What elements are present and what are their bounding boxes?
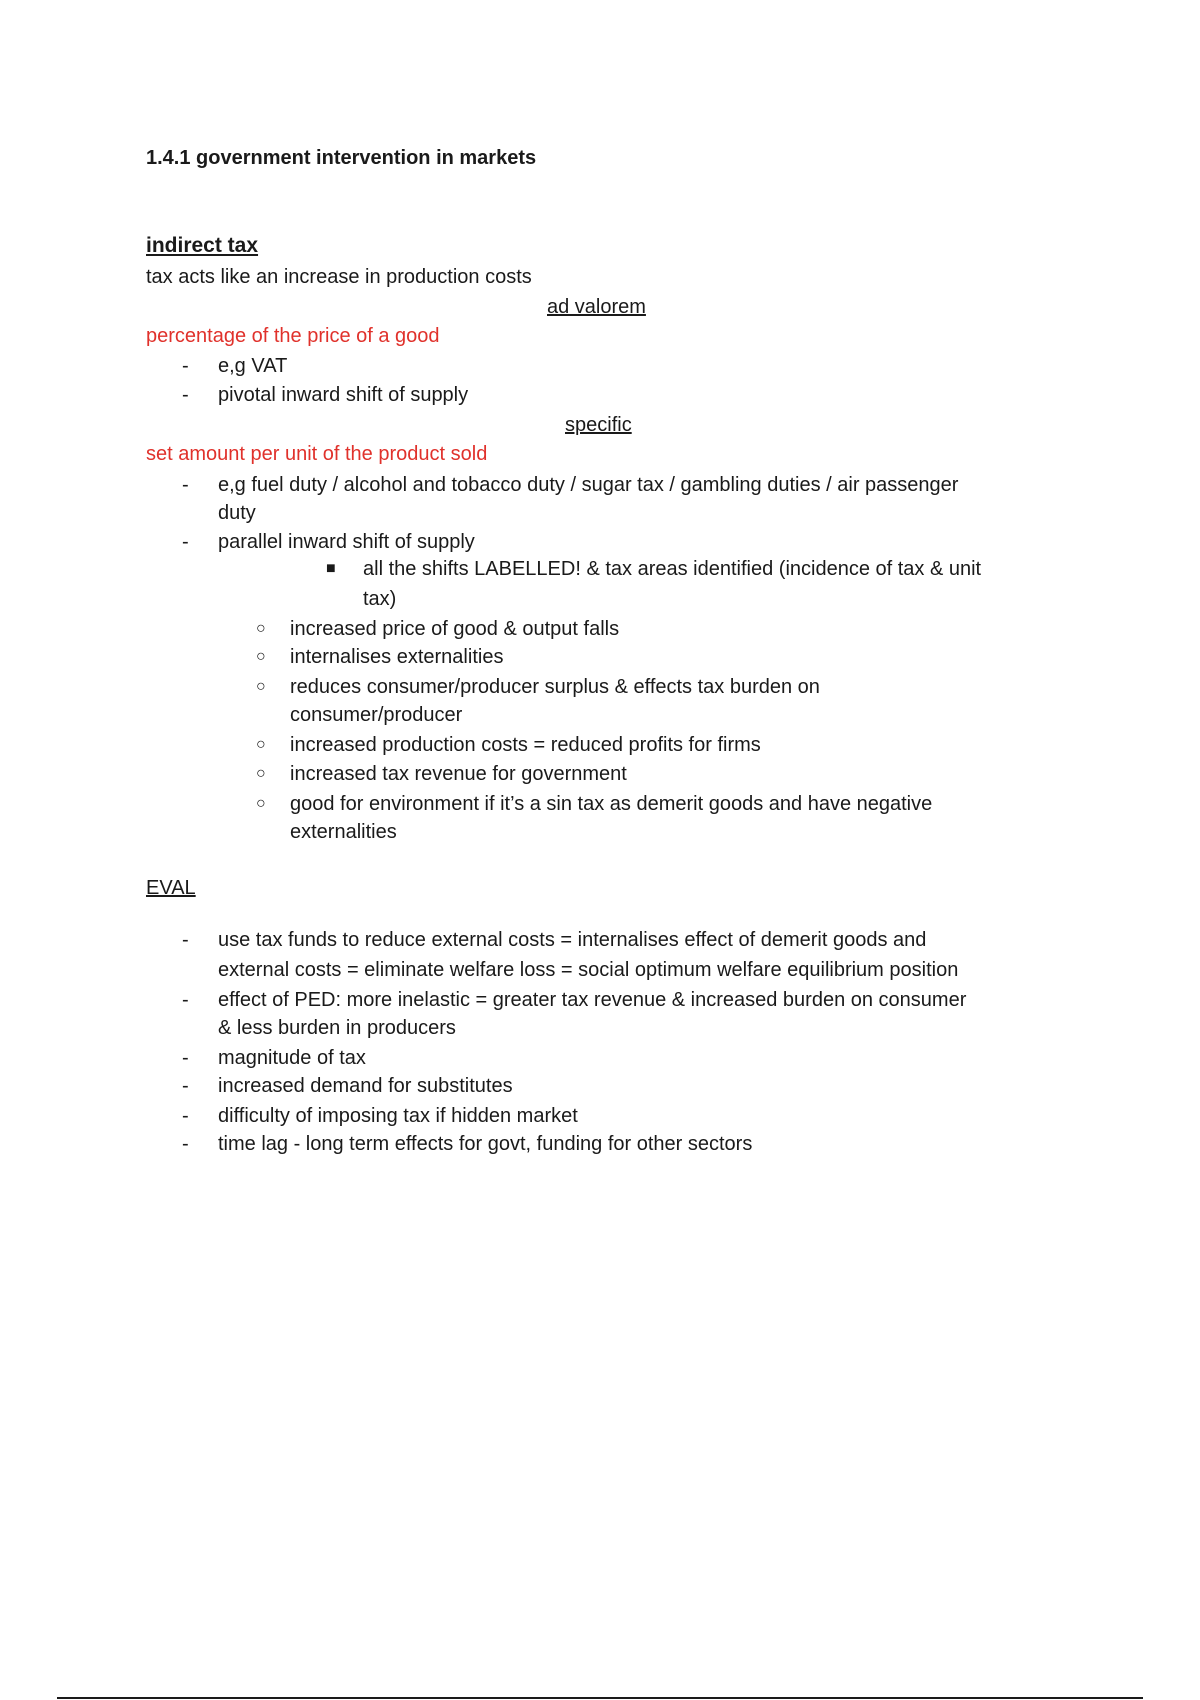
square-bullet-marker: ■ [326,560,336,577]
effect-surplus-line1: reduces consumer/producer surplus & effects tax burden on [290,676,820,698]
effect-externalities: internalises externalities [290,646,504,668]
eval-substitutes: increased demand for substitutes [218,1075,513,1097]
eval-tax-funds-line2: external costs = eliminate welfare loss = social optimum welfare equilibrium position [218,959,959,981]
effect-production-costs: increased production costs = reduced profits for firms [290,734,761,756]
specific-example-line2: duty [218,502,256,524]
indirect-tax-intro: tax acts like an increase in production costs [146,266,532,288]
shifts-note-line2: tax) [363,588,397,610]
eval-tax-funds-line1: use tax funds to reduce external costs = internalises effect of demerit goods and [218,929,927,951]
ad-valorem-example: e,g VAT [218,355,288,377]
circle-bullet-marker: ○ [256,620,266,637]
circle-bullet-marker: ○ [256,765,266,782]
section-heading-eval: EVAL [146,877,196,899]
page-title: 1.4.1 government intervention in markets [146,147,537,169]
dash-bullet-marker: - [182,531,189,553]
dash-bullet-marker: - [182,1047,189,1069]
specific-definition: set amount per unit of the product sold [146,443,488,465]
effect-environment-line2: externalities [290,821,397,843]
eval-ped-line2: & less burden in producers [218,1017,456,1039]
eval-ped-line1: effect of PED: more inelastic = greater tax revenue & increased burden on consumer [218,989,967,1011]
dash-bullet-marker: - [182,355,189,377]
ad-valorem-shift: pivotal inward shift of supply [218,384,469,406]
dash-bullet-marker: - [182,384,189,406]
dash-bullet-marker: - [182,989,189,1011]
eval-hidden-market: difficulty of imposing tax if hidden market [218,1105,578,1127]
subheading-specific: specific [565,414,632,436]
circle-bullet-marker: ○ [256,736,266,753]
dash-bullet-marker: - [182,929,189,951]
effect-price-output: increased price of good & output falls [290,618,620,640]
eval-time-lag: time lag - long term effects for govt, funding for other sectors [218,1133,753,1155]
section-heading-indirect-tax: indirect tax [146,234,259,257]
eval-magnitude: magnitude of tax [218,1047,366,1069]
specific-example-line1: e,g fuel duty / alcohol and tobacco duty / sugar tax / gambling duties / air passenger [218,474,959,496]
effect-environment-line1: good for environment if it’s a sin tax as demerit goods and have negative [290,793,933,815]
effect-tax-revenue: increased tax revenue for government [290,763,627,785]
ad-valorem-definition: percentage of the price of a good [146,325,440,347]
effect-surplus-line2: consumer/producer [290,704,463,726]
dash-bullet-marker: - [182,474,189,496]
shifts-note-line1: all the shifts LABELLED! & tax areas identified (incidence of tax & unit [363,558,982,580]
dash-bullet-marker: - [182,1075,189,1097]
circle-bullet-marker: ○ [256,678,266,695]
subheading-ad-valorem: ad valorem [547,296,646,318]
dash-bullet-marker: - [182,1133,189,1155]
circle-bullet-marker: ○ [256,795,266,812]
specific-shift: parallel inward shift of supply [218,531,475,553]
footer-divider [57,1697,1143,1699]
dash-bullet-marker: - [182,1105,189,1127]
circle-bullet-marker: ○ [256,648,266,665]
